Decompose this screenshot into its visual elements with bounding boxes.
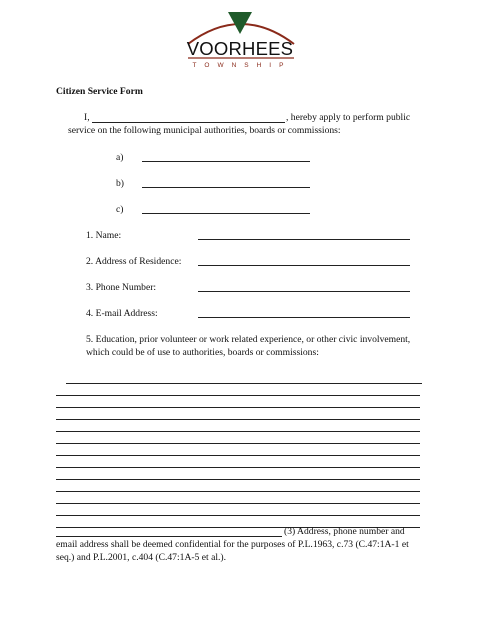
field-email-label: 4. E-mail Address: (86, 308, 158, 319)
field-address-label: 2. Address of Residence: (86, 256, 182, 267)
form-title: Citizen Service Form (56, 86, 143, 97)
footnote-line-3: seq.) and P.L.2001, c.404 (C.47:1A-5 et al.). (56, 552, 226, 563)
answer-line[interactable] (56, 407, 420, 408)
answer-line[interactable] (56, 491, 420, 492)
answer-line[interactable] (56, 467, 420, 468)
intro-suffix: , hereby apply to perform public (286, 112, 411, 123)
choice-b-line[interactable] (142, 187, 310, 188)
answer-line[interactable] (56, 443, 420, 444)
field-name-line[interactable] (198, 239, 410, 240)
choice-c-line[interactable] (142, 213, 310, 214)
footnote-line-2: email address shall be deemed confidential for the purposes of P.L.1963, c.73 (C.47:1A-1 et (56, 539, 409, 550)
question5-line-1: 5. Education, prior volunteer or work related experience, or other civic involvement, (86, 334, 411, 345)
field-phone-line[interactable] (198, 291, 410, 292)
answer-line-final[interactable] (56, 536, 282, 537)
answer-line[interactable] (66, 383, 422, 384)
answer-line[interactable] (56, 395, 420, 396)
answer-line[interactable] (56, 455, 420, 456)
answer-line[interactable] (56, 479, 420, 480)
answer-line[interactable] (56, 503, 420, 504)
logo-subtitle: TOWNSHIP (192, 62, 292, 69)
choice-a-line[interactable] (142, 161, 310, 162)
field-phone-label: 3. Phone Number: (86, 282, 157, 293)
answer-line[interactable] (56, 515, 420, 516)
question5-line-2: which could be of use to authorities, boards or commissions: (86, 347, 319, 358)
logo-name: VOORHEES (186, 38, 294, 59)
choice-c-label: c) (116, 204, 124, 215)
intro-prefix: I, (84, 112, 90, 123)
field-name-label: 1. Name: (86, 230, 122, 241)
field-email-line[interactable] (198, 317, 410, 318)
choice-a-label: a) (116, 152, 124, 163)
answer-line[interactable] (56, 431, 420, 432)
applicant-name-line[interactable] (92, 122, 285, 123)
choice-b-label: b) (116, 178, 124, 189)
answer-line[interactable] (56, 419, 420, 420)
footnote-line-1: (3) Address, phone number and (284, 526, 405, 537)
logo-triangle (228, 12, 252, 34)
field-address-line[interactable] (198, 265, 410, 266)
intro-line-2: service on the following municipal authorities, boards or commissions: (68, 125, 341, 136)
